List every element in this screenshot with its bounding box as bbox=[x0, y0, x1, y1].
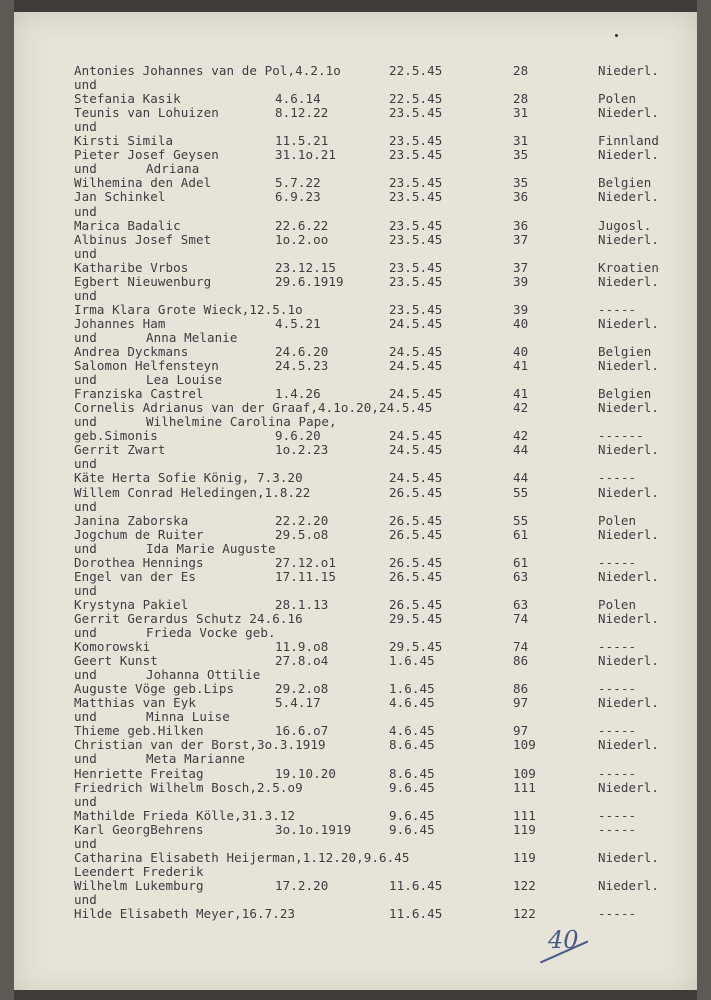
arrival-date: 22.5.45 bbox=[389, 91, 443, 107]
und-label: und bbox=[74, 287, 97, 303]
arrival-date: 11.6.45 bbox=[389, 906, 443, 921]
person-name: Jogchum de Ruiter bbox=[74, 526, 204, 542]
arrival-date: 26.5.45 bbox=[389, 484, 443, 500]
register-row bbox=[0, 654, 711, 668]
person-name: Albinus Josef Smet bbox=[74, 231, 212, 247]
register-row bbox=[0, 682, 711, 696]
nationality: Niederl. bbox=[598, 358, 660, 374]
arrival-date: 24.5.45 bbox=[389, 470, 443, 486]
entry-number: 28 bbox=[513, 63, 529, 78]
entry-number: 41 bbox=[513, 358, 529, 374]
entry-number: 35 bbox=[513, 175, 529, 191]
person-name: Janina Zaborska bbox=[74, 512, 189, 528]
person-name: Matthias van Eyk bbox=[74, 695, 197, 711]
arrival-date: 8.6.45 bbox=[389, 765, 435, 781]
nationality: ----- bbox=[598, 681, 637, 697]
und-label: und bbox=[74, 582, 97, 598]
birth-date: 24.5.23 bbox=[275, 358, 329, 374]
arrival-date: 24.5.45 bbox=[389, 315, 443, 331]
arrival-date: 29.5.45 bbox=[389, 639, 443, 655]
birth-date: 8.12.22 bbox=[275, 105, 329, 121]
arrival-date: 9.6.45 bbox=[389, 821, 435, 837]
birth-date: 24.6.20 bbox=[275, 344, 329, 359]
register-row bbox=[0, 317, 711, 331]
register-row bbox=[0, 724, 711, 738]
arrival-date: 24.5.45 bbox=[389, 386, 443, 402]
register-und-line bbox=[0, 457, 711, 471]
person-name: Salomon Helfensteyn bbox=[74, 358, 219, 374]
register-und-line bbox=[0, 331, 711, 345]
arrival-date: 24.5.45 bbox=[389, 428, 443, 444]
entry-number: 119 bbox=[513, 821, 536, 837]
person-name: Dorothea Hennings bbox=[74, 554, 204, 570]
register-row bbox=[0, 612, 711, 626]
nationality: Finnland bbox=[598, 133, 660, 149]
register-row bbox=[0, 809, 711, 823]
birth-date: 27.8.o4 bbox=[275, 653, 329, 669]
arrival-date: 8.6.45 bbox=[389, 737, 435, 753]
nationality: ----- bbox=[598, 723, 637, 739]
nationality: Kroatien bbox=[598, 259, 660, 275]
register-und-line bbox=[0, 205, 711, 219]
entry-number: 42 bbox=[513, 400, 529, 416]
entry-number: 44 bbox=[513, 470, 529, 486]
nationality: ----- bbox=[598, 821, 637, 837]
entry-number: 44 bbox=[513, 442, 529, 458]
arrival-date: 4.6.45 bbox=[389, 695, 435, 711]
entry-number: 41 bbox=[513, 386, 529, 402]
nationality: Polen bbox=[598, 596, 637, 612]
register-row bbox=[0, 176, 711, 190]
nationality: ----- bbox=[598, 906, 637, 921]
person-name: Jan Schinkel bbox=[74, 189, 166, 205]
register-und-line bbox=[0, 710, 711, 724]
birth-date: 11.5.21 bbox=[275, 133, 329, 149]
birth-date: 11.9.o8 bbox=[275, 639, 329, 655]
person-name: Friedrich Wilhelm Bosch,2.5.o9 bbox=[74, 779, 303, 795]
register-row bbox=[0, 345, 711, 359]
person-name: Engel van der Es bbox=[74, 568, 197, 584]
nationality: Niederl. bbox=[598, 695, 660, 711]
person-name: Antonies Johannes van de Pol,4.2.1o bbox=[74, 63, 341, 78]
register-row bbox=[0, 233, 711, 247]
arrival-date: 26.5.45 bbox=[389, 554, 443, 570]
arrival-date: 4.6.45 bbox=[389, 723, 435, 739]
nationality: Niederl. bbox=[598, 610, 660, 626]
register-und-line bbox=[0, 795, 711, 809]
register-und-line bbox=[0, 668, 711, 682]
birth-date: 19.10.20 bbox=[275, 765, 337, 781]
register-row bbox=[0, 879, 711, 893]
und-label: und bbox=[74, 77, 97, 93]
entry-number: 39 bbox=[513, 273, 529, 289]
person-name: Marica Badalic bbox=[74, 217, 181, 233]
und-label: und bbox=[74, 709, 97, 725]
nationality: ----- bbox=[598, 765, 637, 781]
nationality: Niederl. bbox=[598, 315, 660, 331]
arrival-date: 24.5.45 bbox=[389, 442, 443, 458]
person-name: Wilhelm Lukemburg bbox=[74, 877, 204, 893]
register-row bbox=[0, 598, 711, 612]
entry-number: 86 bbox=[513, 681, 529, 697]
nationality: Polen bbox=[598, 512, 637, 528]
entry-number: 42 bbox=[513, 428, 529, 444]
register-und-line bbox=[0, 837, 711, 851]
person-name: Catharina Elisabeth Heijerman,1.12.20,9.6.45 bbox=[74, 849, 410, 865]
person-name: Johannes Ham bbox=[74, 315, 166, 331]
und-label: und bbox=[74, 161, 97, 177]
nationality: ----- bbox=[598, 470, 637, 486]
register-row bbox=[0, 303, 711, 317]
register-row bbox=[0, 556, 711, 570]
birth-date: 29.2.o8 bbox=[275, 681, 329, 697]
person-name: Gerrit Zwart bbox=[74, 442, 166, 458]
register-row bbox=[0, 64, 711, 78]
birth-date: 6.9.23 bbox=[275, 189, 321, 205]
nationality: ----- bbox=[598, 554, 637, 570]
person-name: Cornelis Adrianus van der Graaf,4.1o.20,24.5.45 bbox=[74, 400, 433, 416]
entry-number: 63 bbox=[513, 596, 529, 612]
birth-date: 1.4.26 bbox=[275, 386, 321, 402]
register-row bbox=[0, 148, 711, 162]
register-row bbox=[0, 781, 711, 795]
person-name: Hilde Elisabeth Meyer,16.7.23 bbox=[74, 906, 296, 921]
birth-date: 28.1.13 bbox=[275, 596, 329, 612]
nationality: Niederl. bbox=[598, 231, 660, 247]
register-row bbox=[0, 387, 711, 401]
continued-name: Frieda Vocke geb. bbox=[146, 625, 276, 640]
register-und-line bbox=[0, 752, 711, 766]
handwritten-page-number: 40 bbox=[548, 926, 579, 954]
continued-name: Johanna Ottilie bbox=[146, 667, 261, 683]
arrival-date: 26.5.45 bbox=[389, 568, 443, 584]
entry-number: 28 bbox=[513, 91, 529, 107]
birth-date: 1o.2.23 bbox=[275, 442, 329, 458]
entry-number: 74 bbox=[513, 610, 529, 626]
entry-number: 39 bbox=[513, 301, 529, 317]
continued-name: Lea Louise bbox=[146, 372, 223, 388]
scan-border-top bbox=[14, 0, 697, 12]
register-und-line bbox=[0, 626, 711, 640]
entry-number: 111 bbox=[513, 807, 536, 823]
register-row bbox=[0, 767, 711, 781]
person-name: Auguste Vöge geb.Lips bbox=[74, 681, 235, 697]
register-row bbox=[0, 823, 711, 837]
person-name: Teunis van Lohuizen bbox=[74, 105, 219, 121]
continued-name: Anna Melanie bbox=[146, 329, 238, 345]
und-label: und bbox=[74, 414, 97, 430]
person-name: Pieter Josef Geysen bbox=[74, 147, 219, 163]
nationality: Niederl. bbox=[598, 189, 660, 205]
nationality: ----- bbox=[598, 639, 637, 655]
birth-date: 9.6.20 bbox=[275, 428, 321, 444]
person-name: Wilhemina den Adel bbox=[74, 175, 212, 191]
nationality: Belgien bbox=[598, 386, 652, 402]
register-row bbox=[0, 92, 711, 106]
register-row bbox=[0, 261, 711, 275]
entry-number: 37 bbox=[513, 231, 529, 247]
und-label: und bbox=[74, 835, 97, 851]
arrival-date: 23.5.45 bbox=[389, 217, 443, 233]
entry-number: 86 bbox=[513, 653, 529, 669]
und-label: und bbox=[74, 751, 97, 767]
person-name: Käte Herta Sofie König, 7.3.20 bbox=[74, 470, 303, 486]
person-name: Franziska Castrel bbox=[74, 386, 204, 402]
register-row bbox=[0, 443, 711, 457]
arrival-date: 1.6.45 bbox=[389, 653, 435, 669]
register-row bbox=[0, 359, 711, 373]
person-name: Henriette Freitag bbox=[74, 765, 204, 781]
entry-number: 36 bbox=[513, 217, 529, 233]
register-und-line bbox=[0, 289, 711, 303]
arrival-date: 26.5.45 bbox=[389, 512, 443, 528]
register-row bbox=[0, 106, 711, 120]
birth-date: 1o.2.oo bbox=[275, 231, 329, 247]
arrival-date: 29.5.45 bbox=[389, 610, 443, 626]
arrival-date: 9.6.45 bbox=[389, 779, 435, 795]
register-und-line bbox=[0, 162, 711, 176]
arrival-date: 22.5.45 bbox=[389, 63, 443, 78]
register-row bbox=[0, 907, 711, 921]
entry-number: 55 bbox=[513, 484, 529, 500]
arrival-date: 24.5.45 bbox=[389, 344, 443, 359]
und-label: und bbox=[74, 793, 97, 809]
ink-dot bbox=[615, 34, 618, 37]
arrival-date: 23.5.45 bbox=[389, 133, 443, 149]
register-und-line bbox=[0, 247, 711, 261]
birth-date: 22.6.22 bbox=[275, 217, 329, 233]
arrival-date: 23.5.45 bbox=[389, 105, 443, 121]
arrival-date: 23.5.45 bbox=[389, 189, 443, 205]
birth-date: 5.4.17 bbox=[275, 695, 321, 711]
register-row bbox=[0, 640, 711, 654]
nationality: Niederl. bbox=[598, 877, 660, 893]
entry-number: 74 bbox=[513, 639, 529, 655]
entry-number: 55 bbox=[513, 512, 529, 528]
birth-date: 16.6.o7 bbox=[275, 723, 329, 739]
register-und-line bbox=[0, 78, 711, 92]
register-row bbox=[0, 401, 711, 415]
nationality: Niederl. bbox=[598, 849, 660, 865]
register-row bbox=[0, 514, 711, 528]
nationality: Niederl. bbox=[598, 442, 660, 458]
nationality: Niederl. bbox=[598, 526, 660, 542]
arrival-date: 23.5.45 bbox=[389, 147, 443, 163]
nationality: Niederl. bbox=[598, 105, 660, 121]
register-und-line bbox=[0, 893, 711, 907]
person-name: Krystyna Pakiel bbox=[74, 596, 189, 612]
und-label: und bbox=[74, 456, 97, 472]
person-name: geb.Simonis bbox=[74, 428, 158, 444]
register-row bbox=[0, 190, 711, 204]
register-und-line bbox=[0, 500, 711, 514]
arrival-date: 24.5.45 bbox=[389, 358, 443, 374]
entry-number: 109 bbox=[513, 737, 536, 753]
birth-date: 27.12.o1 bbox=[275, 554, 337, 570]
register-row bbox=[0, 219, 711, 233]
birth-date: 17.2.20 bbox=[275, 877, 329, 893]
person-name: Andrea Dyckmans bbox=[74, 344, 189, 359]
entry-number: 111 bbox=[513, 779, 536, 795]
entry-number: 97 bbox=[513, 695, 529, 711]
person-name: Gerrit Gerardus Schutz 24.6.16 bbox=[74, 610, 303, 626]
entry-number: 40 bbox=[513, 315, 529, 331]
register-row bbox=[0, 570, 711, 584]
person-name: Thieme geb.Hilken bbox=[74, 723, 204, 739]
arrival-date: 23.5.45 bbox=[389, 273, 443, 289]
continued-name: Minna Luise bbox=[146, 709, 230, 725]
register-und-line bbox=[0, 120, 711, 134]
register-row bbox=[0, 738, 711, 752]
entry-number: 35 bbox=[513, 147, 529, 163]
birth-date: 23.12.15 bbox=[275, 259, 337, 275]
nationality: Belgien bbox=[598, 344, 652, 359]
arrival-date: 9.6.45 bbox=[389, 807, 435, 823]
entry-number: 109 bbox=[513, 765, 536, 781]
birth-date: 3o.1o.1919 bbox=[275, 821, 352, 837]
nationality: Niederl. bbox=[598, 273, 660, 289]
birth-date: 29.5.o8 bbox=[275, 526, 329, 542]
entry-number: 31 bbox=[513, 133, 529, 149]
register-und-line bbox=[0, 542, 711, 556]
person-name: Katharibe Vrbos bbox=[74, 259, 189, 275]
und-label: und bbox=[74, 245, 97, 261]
arrival-date: 23.5.45 bbox=[389, 231, 443, 247]
entry-number: 31 bbox=[513, 105, 529, 121]
entry-number: 40 bbox=[513, 344, 529, 359]
birth-date: 29.6.1919 bbox=[275, 273, 344, 289]
nationality: Niederl. bbox=[598, 400, 660, 416]
register-und-line bbox=[0, 415, 711, 429]
scan-border-bottom bbox=[14, 990, 697, 1000]
nationality: ----- bbox=[598, 807, 637, 823]
birth-date: 5.7.22 bbox=[275, 175, 321, 191]
und-label: und bbox=[74, 119, 97, 135]
entry-number: 61 bbox=[513, 554, 529, 570]
continued-name: Adriana bbox=[146, 161, 200, 177]
arrival-date: 11.6.45 bbox=[389, 877, 443, 893]
birth-date: 4.6.14 bbox=[275, 91, 321, 107]
entry-number: 122 bbox=[513, 906, 536, 921]
person-name: Geert Kunst bbox=[74, 653, 158, 669]
entry-number: 119 bbox=[513, 849, 536, 865]
register-row bbox=[0, 851, 711, 865]
arrival-date: 23.5.45 bbox=[389, 259, 443, 275]
person-name: Christian van der Borst,3o.3.1919 bbox=[74, 737, 326, 753]
und-label: und bbox=[74, 498, 97, 514]
birth-date: 22.2.20 bbox=[275, 512, 329, 528]
und-label: und bbox=[74, 891, 97, 907]
birth-date: 4.5.21 bbox=[275, 315, 321, 331]
arrival-date: 23.5.45 bbox=[389, 175, 443, 191]
register-und-line bbox=[0, 373, 711, 387]
person-name: Willem Conrad Heledingen,1.8.22 bbox=[74, 484, 311, 500]
continued-name: Ida Marie Auguste bbox=[146, 540, 276, 556]
arrival-date: 1.6.45 bbox=[389, 681, 435, 697]
nationality: ----- bbox=[598, 301, 637, 317]
person-name: Komorowski bbox=[74, 639, 151, 655]
entry-number: 63 bbox=[513, 568, 529, 584]
register-und-line bbox=[0, 584, 711, 598]
nationality: Niederl. bbox=[598, 484, 660, 500]
entry-number: 97 bbox=[513, 723, 529, 739]
person-name: Leendert Frederik bbox=[74, 863, 204, 879]
register-row bbox=[0, 486, 711, 500]
register-row bbox=[0, 134, 711, 148]
entry-number: 37 bbox=[513, 259, 529, 275]
entry-number: 61 bbox=[513, 526, 529, 542]
arrival-date: 26.5.45 bbox=[389, 596, 443, 612]
nationality: ------ bbox=[598, 428, 644, 444]
und-label: und bbox=[74, 540, 97, 556]
nationality: Niederl. bbox=[598, 737, 660, 753]
entry-number: 36 bbox=[513, 189, 529, 205]
nationality: Niederl. bbox=[598, 653, 660, 669]
birth-date: 31.1o.21 bbox=[275, 147, 337, 163]
und-label: und bbox=[74, 667, 97, 683]
continued-name: Wilhelmine Carolina Pape, bbox=[146, 414, 337, 430]
register-row bbox=[0, 471, 711, 485]
nationality: Niederl. bbox=[598, 779, 660, 795]
arrival-date: 26.5.45 bbox=[389, 526, 443, 542]
arrival-date: 23.5.45 bbox=[389, 301, 443, 317]
und-label: und bbox=[74, 203, 97, 219]
person-name: Mathilde Frieda Kölle,31.3.12 bbox=[74, 807, 296, 823]
birth-date: 17.11.15 bbox=[275, 568, 337, 584]
nationality: Niederl. bbox=[598, 63, 660, 78]
person-name: Stefania Kasik bbox=[74, 91, 181, 107]
person-name: Irma Klara Grote Wieck,12.5.1o bbox=[74, 301, 303, 317]
continued-name: Meta Marianne bbox=[146, 751, 246, 767]
nationality: Niederl. bbox=[598, 568, 660, 584]
und-label: und bbox=[74, 329, 97, 345]
nationality: Polen bbox=[598, 91, 637, 107]
person-name: Egbert Nieuwenburg bbox=[74, 273, 212, 289]
person-name: Karl GeorgBehrens bbox=[74, 821, 204, 837]
entry-number: 122 bbox=[513, 877, 536, 893]
nationality: Belgien bbox=[598, 175, 652, 191]
nationality: Niederl. bbox=[598, 147, 660, 163]
und-label: und bbox=[74, 625, 97, 640]
register-row bbox=[0, 696, 711, 710]
register-row bbox=[0, 429, 711, 443]
person-name: Kirsti Simila bbox=[74, 133, 174, 149]
register-row bbox=[0, 275, 711, 289]
und-label: und bbox=[74, 372, 97, 388]
nationality: Jugosl. bbox=[598, 217, 652, 233]
register-row bbox=[0, 528, 711, 542]
register-row bbox=[0, 865, 711, 879]
